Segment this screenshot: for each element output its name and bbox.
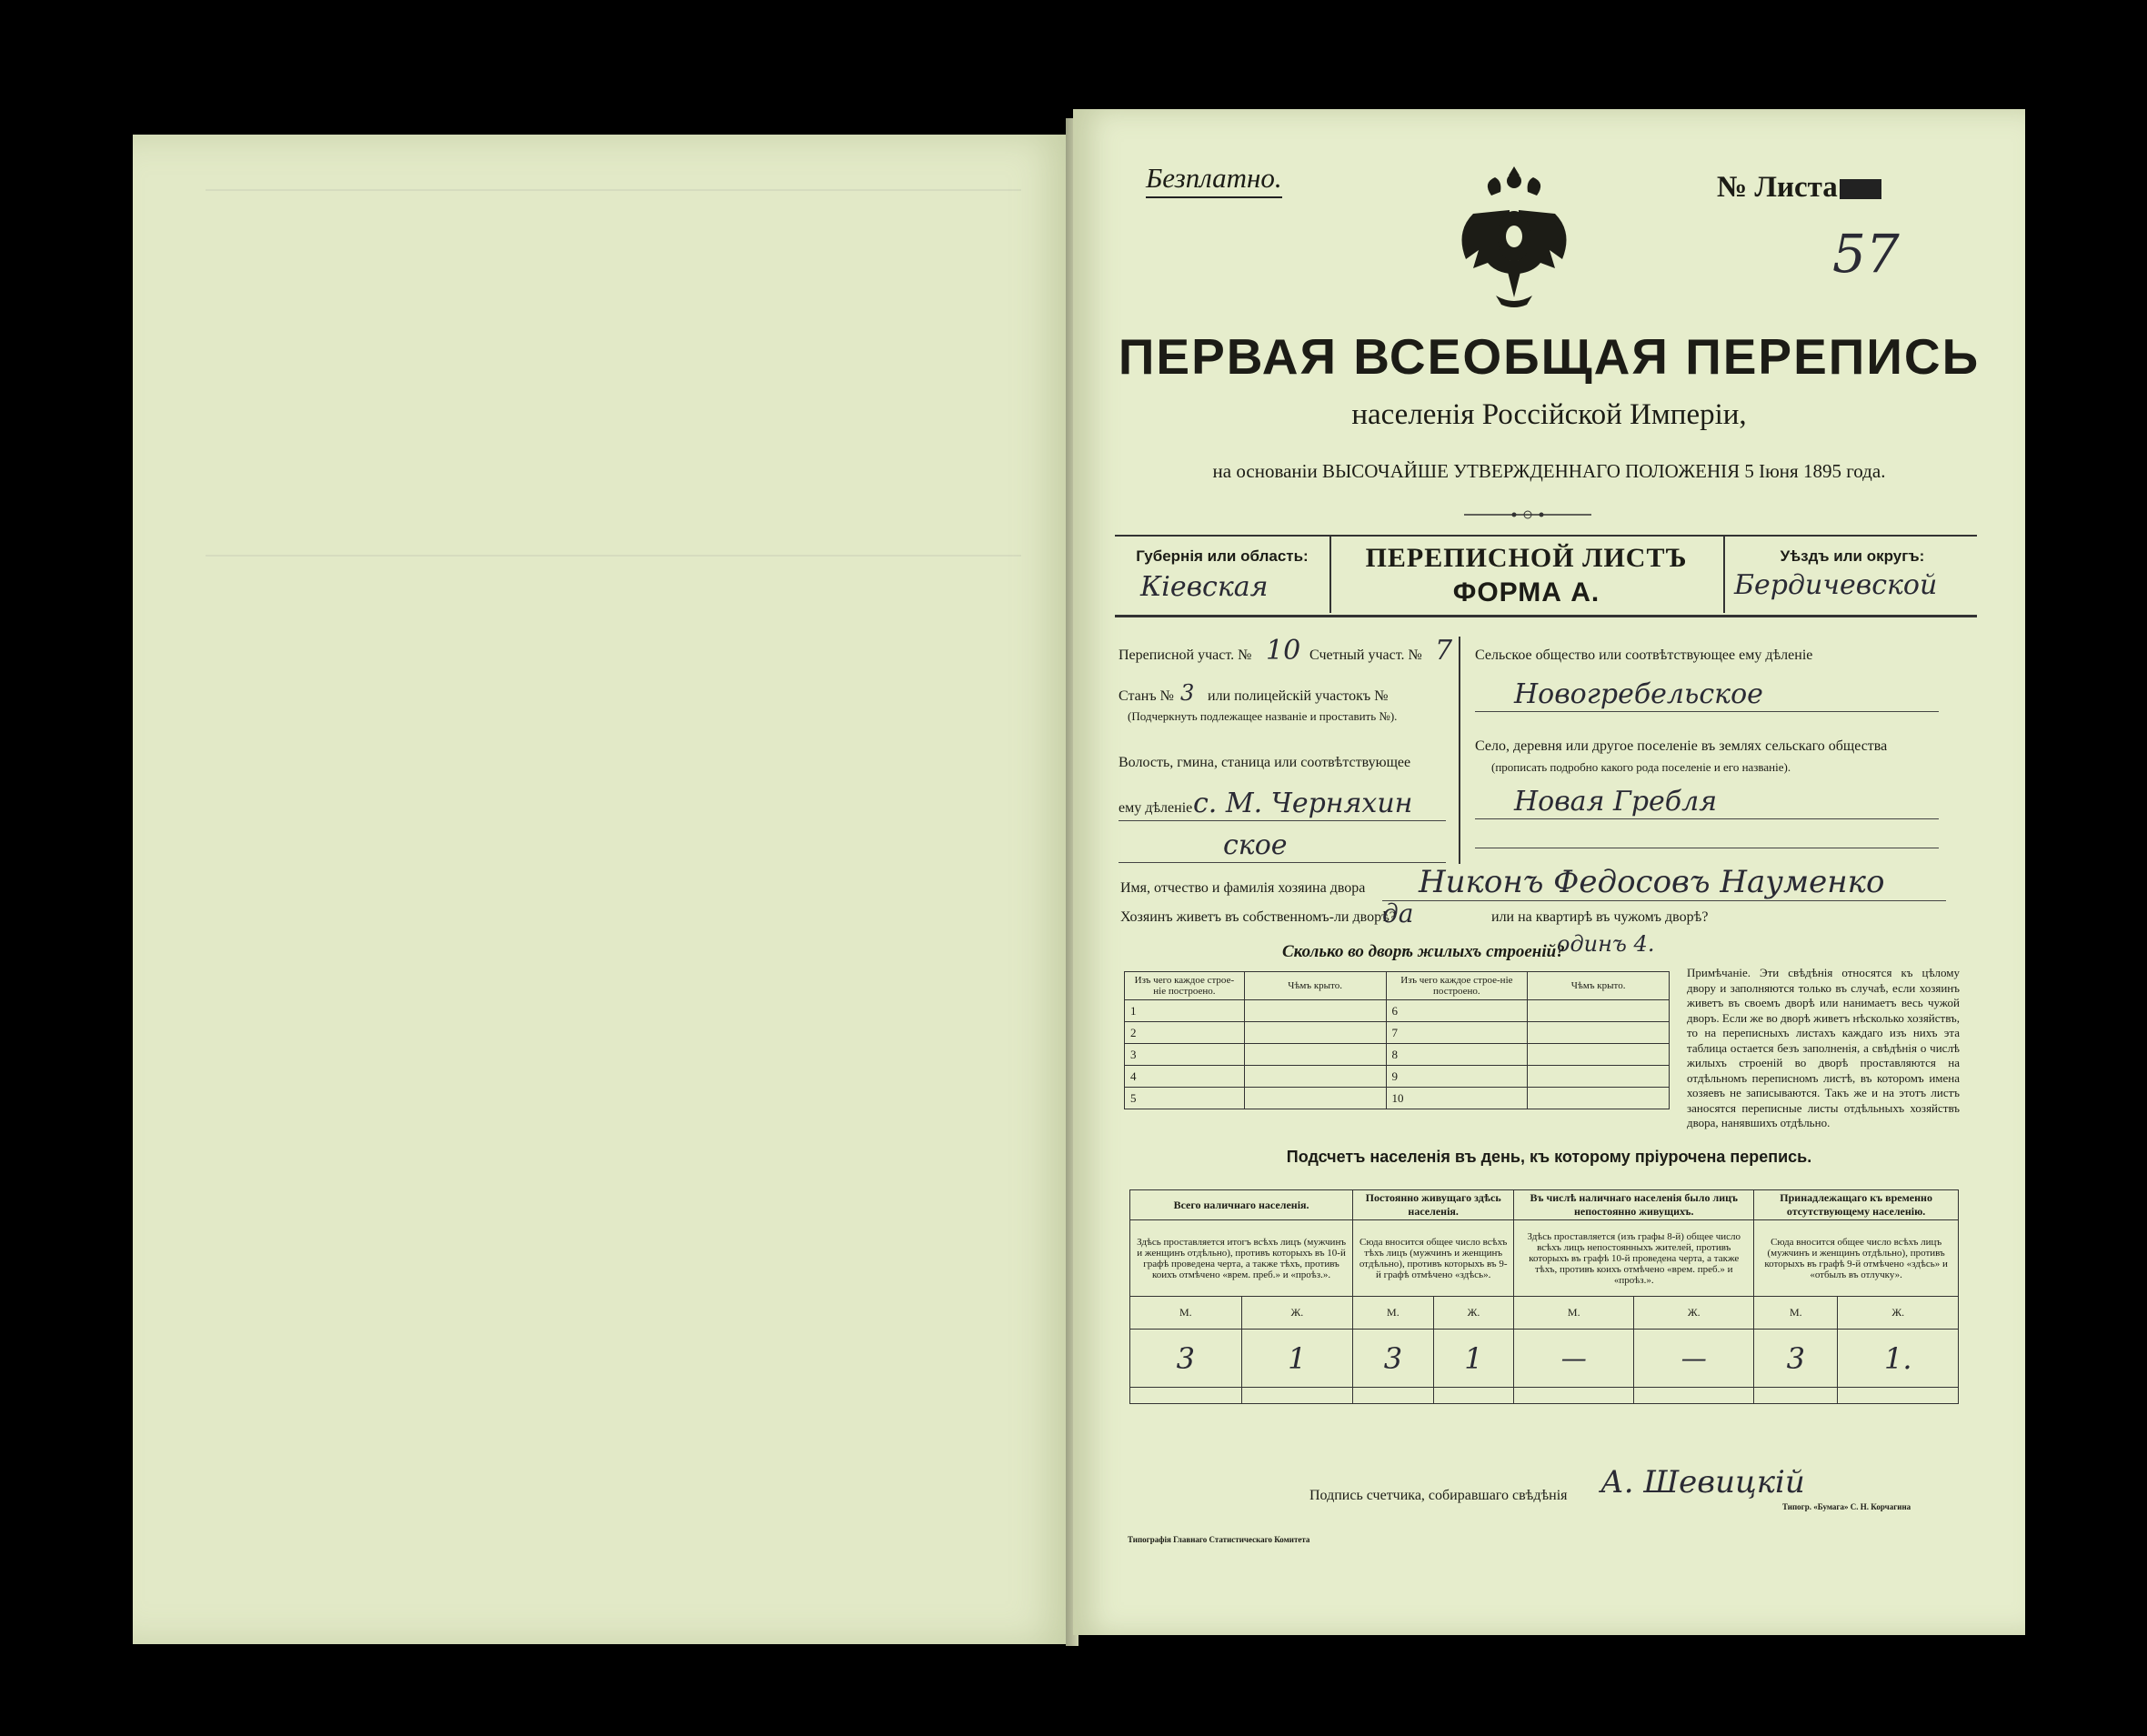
count-nonpermanent-m: — bbox=[1514, 1330, 1634, 1388]
table-row: 3 8 bbox=[1125, 1044, 1670, 1066]
bt-col-b-left: Чѣмъ крыто. bbox=[1244, 972, 1386, 1000]
own-yard-rest: или на квартирѣ въ чужомъ дворѣ? bbox=[1491, 909, 1709, 925]
gubernia-box bbox=[1115, 537, 1331, 613]
printer-left: Типографія Главнаго Статистическаго Комитета bbox=[1128, 1535, 1310, 1544]
volost-label: Волость, гмина, станица или соотвѣтствующее bbox=[1119, 755, 1411, 770]
uezd-value: Бердичевской bbox=[1734, 569, 1938, 601]
sheet-number-label: № Листа bbox=[1717, 171, 1881, 205]
count-absent-zh: 1. bbox=[1838, 1330, 1959, 1388]
count-desc-1: Здѣсь проставляется итогъ всѣхъ лицъ (мужчинъ и женщинъ отдѣльно), противъ которыхъ въ 10-й графѣ проведена черта, а также тѣхъ, противъ коихъ отмѣчено «врем. преб.» и «проѣз.». bbox=[1130, 1220, 1353, 1297]
count-group-absent: Принадлежащаго къ временно отсутствующему населенію. bbox=[1754, 1190, 1959, 1220]
double-headed-eagle-emblem-icon bbox=[1455, 159, 1573, 314]
sheet-number-value: 57 bbox=[1832, 223, 1900, 285]
form-title-line2: ФОРМА А. bbox=[1452, 577, 1600, 607]
table-row: 4 9 bbox=[1125, 1066, 1670, 1088]
count-values-row bbox=[1130, 1330, 1959, 1388]
count-total-m: 3 bbox=[1130, 1330, 1242, 1388]
uezd-box bbox=[1723, 537, 1980, 613]
stan-note: (Подчеркнуть подлежащее названіе и проставить №). bbox=[1128, 709, 1398, 723]
owner-value: Никонъ Федосовъ Науменко bbox=[1419, 864, 1885, 900]
left-page bbox=[133, 135, 1076, 1644]
count-permanent-zh: 1 bbox=[1433, 1330, 1514, 1388]
count-group-permanent: Постоянно живущаго здѣсь населенія. bbox=[1353, 1190, 1514, 1220]
column-divider bbox=[1459, 637, 1460, 864]
bt-col-a-right: Изъ чего каждое строе-ніе построено. bbox=[1386, 972, 1528, 1000]
stan-label: Станъ № bbox=[1119, 688, 1174, 704]
count-desc-3: Здѣсь проставляется (изъ графы 8-й) общее число всѣхъ лицъ непостоянныхъ жителей, противъ которыхъ въ графѣ 10-й проведена черта, а также тѣхъ, противъ коихъ отмѣчено «врем. преб.» и «проѣз.». bbox=[1514, 1220, 1754, 1297]
count-group-total: Всего наличнаго населенія. bbox=[1130, 1190, 1353, 1220]
perepis-uch-value: 10 bbox=[1266, 635, 1301, 667]
gubernia-value: Кіевская bbox=[1140, 571, 1269, 603]
form-title bbox=[1329, 541, 1723, 610]
obshch-value: Новогребельское bbox=[1514, 678, 1763, 710]
stan-value: 3 bbox=[1180, 680, 1195, 706]
free-label: Безплатно. bbox=[1146, 162, 1282, 198]
printer-right: Типогр. «Бумага» С. Н. Корчагина bbox=[1782, 1502, 1911, 1511]
buildings-value: одинъ 4. bbox=[1557, 931, 1655, 957]
stan-rest-label: или полицейскій участокъ № bbox=[1208, 688, 1389, 704]
count-group-nonpermanent: Въ числѣ наличнаго населенія было лицъ непостоянно живущихъ. bbox=[1514, 1190, 1754, 1220]
bt-col-a-left: Изъ чего каждое строе-ніе построено. bbox=[1125, 972, 1245, 1000]
selo-label: Село, деревня или другое поселеніе въ землях сельскаго общества bbox=[1475, 738, 1888, 754]
count-desc-2: Сюда вносится общее число всѣхъ тѣхъ лицъ (мужчинъ и женщинъ отдѣльно), противъ которыхъ въ 9-й графѣ отмѣчено «здѣсь». bbox=[1353, 1220, 1514, 1297]
signature-value: А. Шевицкій bbox=[1600, 1464, 1805, 1500]
document-basis: на основаніи ВЫСОЧАЙШЕ УТВЕРЖДЕННАГО ПОЛОЖЕНІЯ 5 Іюня 1895 года. bbox=[1212, 460, 1886, 482]
uezd-label: Уѣздъ или округъ: bbox=[1780, 547, 1925, 565]
perepis-uch-label: Переписной участ. № bbox=[1119, 647, 1252, 663]
ornament-divider-icon bbox=[1464, 509, 1591, 520]
count-title: Подсчетъ населенія въ день, къ которому пріурочена перепись. bbox=[1286, 1148, 1812, 1166]
buildings-label: Сколько во дворѣ жилыхъ строеній? bbox=[1282, 942, 1565, 961]
count-desc-4: Сюда вносится общее число всѣхъ лицъ (мужчинъ и женщинъ отдѣльно), противъ которыхъ въ графѣ 9-й отмѣчено «здѣсь» и «отбылъ въ отлучку». bbox=[1754, 1220, 1959, 1297]
table-row: 1 6 bbox=[1125, 1000, 1670, 1022]
count-nonpermanent-zh: — bbox=[1634, 1330, 1754, 1388]
count-total-zh: 1 bbox=[1241, 1330, 1353, 1388]
volost-value-2: ское bbox=[1223, 829, 1288, 861]
count-absent-m: 3 bbox=[1754, 1330, 1838, 1388]
schetn-uch-value: 7 bbox=[1435, 635, 1453, 667]
obshch-label: Сельское общество или соотвѣтствующее ему дѣленіе bbox=[1475, 647, 1813, 663]
population-count-table: Всего наличнаго населенія. Постоянно живущаго здѣсь населенія. Въ числѣ наличнаго населенія было лицъ непостоянно живущихъ. Принадлежащаго къ временно отсутствующему населенію. Здѣсь проставляется итогъ всѣхъ лицъ (мужчинъ и женщинъ отдѣльно), противъ которыхъ въ 10-й графѣ проведена черта, а также тѣхъ, противъ коихъ отмѣчено «врем. преб.» и «проѣз.». Сюда вносится общее число всѣхъ тѣхъ лицъ (мужчинъ и женщинъ отдѣльно), противъ которыхъ въ 9-й графѣ отмѣчено «здѣсь». Здѣсь проставляется (изъ графы 8-й) общее число всѣхъ лицъ непостоянныхъ жителей, противъ которыхъ въ графѣ 10-й проведена черта, а также тѣхъ, противъ коихъ отмѣчено «врем. преб.» и «проѣз.». Сюда вносится общее число всѣхъ лицъ (мужчинъ и женщинъ отдѣльно), противъ которыхъ въ графѣ 9-й отмѣчено «здѣсь» и «отбылъ въ отлучку». М. Ж. М. Ж. М. Ж. М. Ж. 3 1 3 1 — — 3 1. bbox=[1129, 1189, 1959, 1404]
document-subtitle: населенія Россійской Имперіи, bbox=[1351, 398, 1747, 431]
buildings-table bbox=[1124, 971, 1670, 1109]
table-row: 2 7 bbox=[1125, 1022, 1670, 1044]
document-title: ПЕРВАЯ ВСЕОБЩАЯ ПЕРЕПИСЬ bbox=[1118, 328, 1981, 385]
own-yard-value: да bbox=[1382, 898, 1414, 928]
gubernia-label: Губернія или область: bbox=[1136, 547, 1309, 565]
volost-label-2: ему дѣленіе bbox=[1119, 800, 1193, 816]
selo-note: (прописать подробно какого рода поселеніе и его названіе). bbox=[1491, 760, 1791, 774]
own-yard-label: Хозяинъ живетъ въ собственномъ-ли дворѣ? bbox=[1120, 909, 1396, 925]
schetn-uch-label: Счетный участ. № bbox=[1309, 647, 1422, 663]
note-text: Примѣчаніе. Эти свѣдѣнія относятся къ цѣлому двору и заполняются только въ случаѣ, если хозяинъ живетъ въ своемъ дворѣ или нанимаетъ весь чужой дворъ. Если же во дворѣ живетъ нѣсколько хозяйствъ, то на переписныхъ листахъ каждаго изъ нихъ эта таблица остается безъ заполненія, а свѣдѣнія о числѣ жилыхъ строеній во дворѣ проставляются на отдѣльномъ переписномъ листѣ, въ которомъ имена хозяевъ не записываются. Такъ же и на этотъ листъ заносятся переписные листы отдѣльныхъ хозяйствъ двора, нанявшихъ отдѣльно. bbox=[1687, 966, 1960, 1129]
bt-col-b-right: Чѣмъ крыто. bbox=[1528, 972, 1670, 1000]
count-permanent-m: 3 bbox=[1353, 1330, 1434, 1388]
owner-label: Имя, отчество и фамилія хозяина двора bbox=[1120, 880, 1366, 896]
volost-value: с. М. Черняхин bbox=[1193, 788, 1413, 819]
selo-value: Новая Гребля bbox=[1514, 786, 1718, 818]
signature-label: Подпись счетчика, собиравшаго свѣдѣнія bbox=[1309, 1488, 1568, 1503]
table-row: 5 10 bbox=[1125, 1088, 1670, 1109]
form-title-line1: ПЕРЕПИСНОЙ ЛИСТЪ bbox=[1365, 543, 1688, 573]
